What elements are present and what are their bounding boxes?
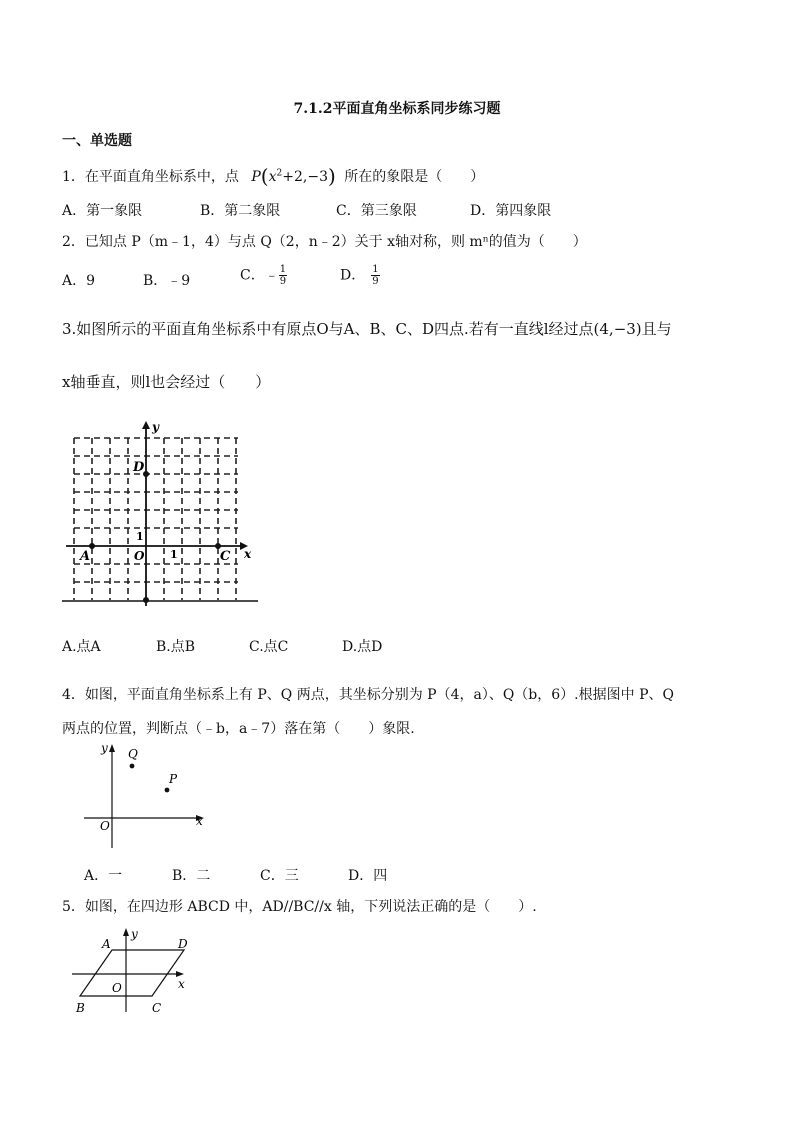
q4-option-b: B．二 (172, 868, 211, 884)
q1-expr-x: x (268, 169, 277, 185)
q4-coordinate-figure (82, 738, 222, 850)
q4-option-c: C．三 (260, 868, 299, 884)
question-1-stem: 1．在平面直角坐标系中，点 $P(x^2+2,-3)$ 所在的象限是（ ） (62, 164, 485, 188)
q2-option-d-fraction: $\frac{1}{9}$ (372, 264, 379, 287)
q3-label-d: D (133, 460, 145, 475)
q4-label-x: x (196, 814, 203, 828)
q5-y-axis-arrow (123, 928, 129, 936)
q4-y-axis-arrow (109, 744, 115, 752)
question-2-stem: 2．已知点 P（m﹣1，4）与点 Q（2，n﹣2）关于 x轴对称，则 mⁿ的值为（ ） (62, 234, 587, 250)
q4-label-q: Q (128, 747, 138, 761)
q3-label-one-y: 1 (136, 530, 144, 543)
q1-option-b: B．第二象限 (200, 203, 281, 219)
q4-label-y: y (101, 741, 108, 755)
q4-label-origin: O (100, 819, 110, 833)
page-title: 7.1.2平面直角坐标系同步练习题 (293, 101, 501, 117)
q2-option-c (240, 264, 287, 287)
q4-point-p (165, 788, 170, 793)
q1-option-c: C．第三象限 (336, 203, 417, 219)
q2-option-d-label: D． (340, 267, 366, 284)
q3-dashed-grid (74, 438, 238, 600)
q3-coordinate-grid-figure (58, 418, 268, 608)
q3-label-origin: O (134, 549, 145, 563)
question-3-line-2: x轴垂直，则l也会经过（ ） (62, 373, 271, 391)
q3-label-y: y (152, 420, 159, 434)
q5-label-d: D (178, 937, 188, 951)
q1-option-a: A．第一象限 (62, 203, 143, 219)
q5-label-c: C (152, 1001, 162, 1015)
question-3-line-1: 3.如图所示的平面直角坐标系中有原点O与A、B、C、D四点.若有一直线l经过点(4,−3)且与 (62, 320, 672, 338)
q5-label-a: A (102, 937, 111, 951)
section-heading: 一、单选题 (62, 133, 132, 149)
q2-option-c-label: C．﹣ (240, 267, 279, 284)
question-4-line-1: 4．如图，平面直角坐标系上有 P、Q 两点，其坐标分别为 P（4，a）、Q（b，6）.根据图中 P、Q (62, 687, 674, 703)
q3-point-b (143, 597, 149, 603)
q4-point-q (130, 764, 135, 769)
q3-label-one-x: 1 (170, 548, 178, 561)
q4-label-p: P (169, 772, 178, 786)
q1-stem-before: 1．在平面直角坐标系中，点 (62, 169, 239, 185)
q2-option-c-fraction: $\frac{1}{9}$ (279, 264, 287, 287)
q2-option-d (340, 264, 380, 287)
q1-option-d: D．第四象限 (470, 203, 552, 219)
q5-label-origin: O (112, 981, 122, 995)
q5-label-x: x (178, 977, 185, 991)
q5-label-y: y (131, 927, 138, 941)
q5-parallelogram-figure (68, 926, 208, 1018)
q3-option-a: A.点A (62, 639, 101, 655)
q3-label-c: C (220, 549, 231, 564)
q1-expr-rest: +2,−3 (282, 169, 328, 185)
q3-y-axis-arrow (142, 421, 150, 429)
q3-label-x: x (244, 547, 252, 561)
q4-option-d: D．四 (348, 868, 388, 884)
question-4-line-2: 两点的位置，判断点（﹣b，a﹣7）落在第（ ）象限. (62, 721, 415, 737)
q2-option-a: A．9 (62, 273, 96, 289)
q1-expr-exponent: 2 (276, 168, 283, 179)
q5-label-b: B (76, 1001, 85, 1015)
question-5-stem: 5．如图，在四边形 ABCD 中，AD//BC//x 轴，下列说法正确的是（ ）. (62, 899, 537, 915)
q5-parallelogram-abcd (80, 950, 184, 996)
q3-option-d: D.点D (342, 639, 383, 655)
q3-option-c: C.点C (249, 639, 289, 655)
q1-stem-after: 所在的象限是（ ） (344, 169, 485, 185)
q3-label-a: A (80, 549, 91, 564)
q1-point-name: P (251, 169, 261, 185)
q3-option-b: B.点B (156, 639, 196, 655)
q2-option-b: B．﹣9 (143, 273, 191, 289)
q4-option-a: A．一 (84, 868, 123, 884)
